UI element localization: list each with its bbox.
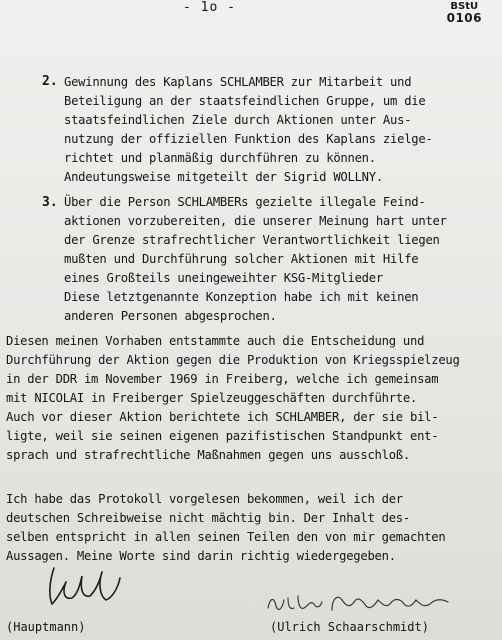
item-3-line: anderen Personen abgesprochen. xyxy=(64,309,277,323)
item-3-line: eines Großteils uneingeweihter KSG-Mitglieder xyxy=(64,271,383,285)
witness-name: (Ulrich Schaarschmidt) xyxy=(270,620,429,634)
witness-signature xyxy=(262,588,462,618)
item-3-line: Diese letztgenannte Konzeption habe ich mit keinen xyxy=(64,290,419,304)
officer-title: (Hauptmann) xyxy=(6,620,86,634)
page-number: - 1o - xyxy=(183,0,236,15)
item-2-line: Andeutungsweise mitgeteilt der Sigrid WOLLNY. xyxy=(64,170,383,184)
stamp-number: 0106 xyxy=(446,11,482,25)
item-3-line: aktionen vorzubereiten, die unserer Meinung hart unter xyxy=(64,214,447,228)
item-3-number: 3. xyxy=(42,195,58,210)
item-2-line: nutzung der offiziellen Funktion des Kaplans zielge- xyxy=(64,132,433,146)
item-3-line: mußten und Durchführung solcher Aktionen mit Hilfe xyxy=(64,252,419,266)
officer-signature xyxy=(40,560,130,610)
closing-line: deutschen Schreibweise nicht mächtig bin. Der Inhalt des- xyxy=(6,511,410,525)
item-2-line: richtet und planmäßig durchführen zu können. xyxy=(64,151,376,165)
closing-line: Ich habe das Protokoll vorgelesen bekommen, weil ich der xyxy=(6,492,403,506)
paragraph-line: in der DDR im November 1969 in Freiberg, welche ich gemeinsam xyxy=(6,372,439,386)
paragraph-line: ligte, weil sie seinen eigenen pazifistischen Standpunkt ent- xyxy=(6,429,439,443)
item-2-line: Gewinnung des Kaplans SCHLAMBER zur Mitarbeit und xyxy=(64,75,412,89)
item-3-line: der Grenze strafrechtlicher Verantwortlichkeit liegen xyxy=(64,233,440,247)
paragraph-line: Auch vor dieser Aktion berichtete ich SCHLAMBER, der sie bil- xyxy=(6,410,439,424)
archive-stamp xyxy=(447,2,482,25)
paragraph-line: mit NICOLAI in Freiberger Spielzeuggeschäften durchführte. xyxy=(6,391,418,405)
item-2-number: 2. xyxy=(42,74,58,89)
paragraph-line: sprach und strafrechtliche Maßnahmen gegen uns ausschloß. xyxy=(6,448,410,462)
item-3-line: Über die Person SCHLAMBERs gezielte illegale Feind- xyxy=(64,195,426,209)
stamp-agency: BStU xyxy=(450,1,479,12)
closing-line: selben entspricht in allen seinen Teilen den von mir gemachten xyxy=(6,530,446,544)
item-2-line: staatsfeindlichen Ziele durch Aktionen unter Aus- xyxy=(64,113,412,127)
closing-line: Aussagen. Meine Worte sind darin richtig wiedergegeben. xyxy=(6,549,396,563)
item-2-line: Beteiligung an der staatsfeindlichen Gruppe, um die xyxy=(64,94,426,108)
paragraph-line: Durchführung der Aktion gegen die Produktion von Kriegsspielzeug xyxy=(6,353,460,367)
paragraph-line: Diesen meinen Vorhaben entstammte auch die Entscheidung und xyxy=(6,334,425,348)
